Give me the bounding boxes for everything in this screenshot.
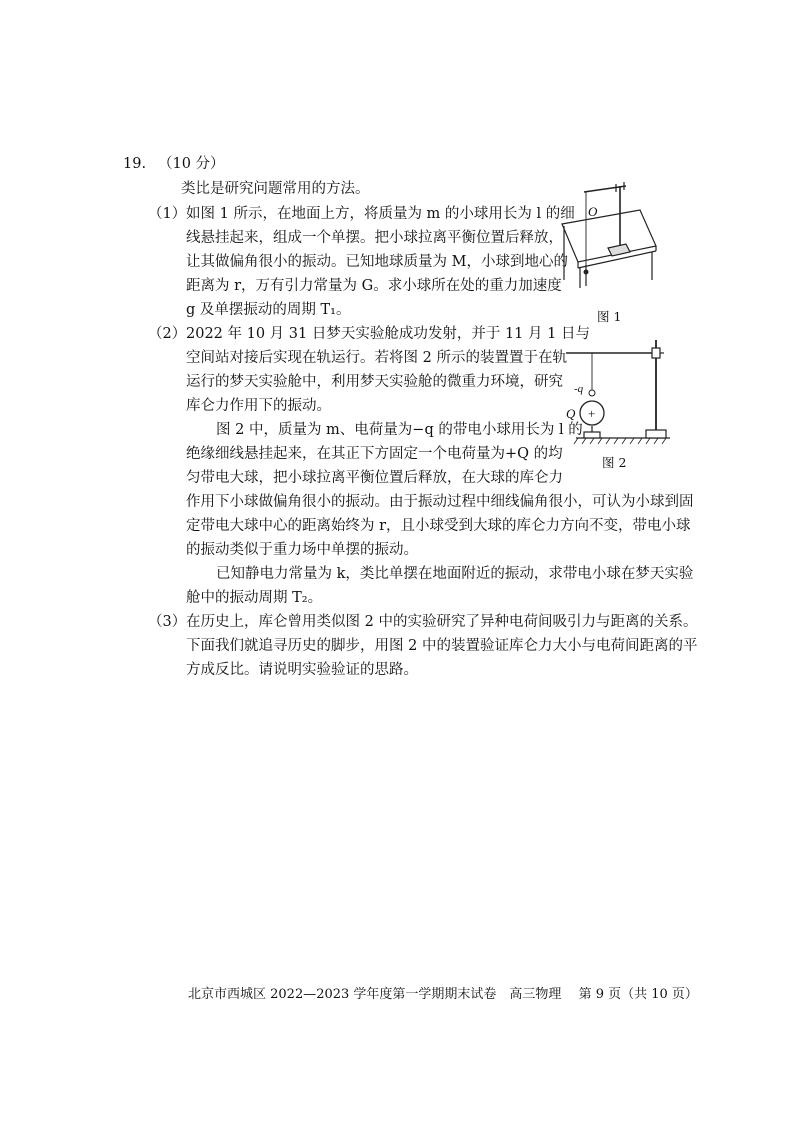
figure-2-caption: 图 2 — [602, 455, 627, 470]
small-ball — [589, 390, 595, 396]
part2-line: 2022 年 10 月 31 日梦天实验舱成功发射，并于 11 月 1 日与 — [186, 326, 590, 342]
part1-line: 距离为 r，万有引力常量为 G。求小球所在处的重力加速度 — [186, 278, 562, 294]
part2-line: 运行的梦天实验舱中，利用梦天实验舱的微重力环境，研究 — [186, 374, 563, 390]
question-points: （10 分） — [158, 156, 225, 172]
part2-line: 库仑力作用下的振动。 — [186, 398, 331, 414]
part2-para2-line: 的振动类似于重力场中单摆的振动。 — [186, 542, 418, 558]
part2-para2-line: 绝缘细线悬挂起来，在其正下方固定一个电荷量为+Q 的均 — [186, 446, 563, 462]
pendulum-bob — [584, 270, 589, 275]
question-number: 19. — [123, 156, 147, 172]
stand-base — [646, 430, 666, 438]
question-intro: 类比是研究问题常用的方法。 — [181, 181, 370, 197]
label-plus: + — [588, 406, 596, 421]
part2-para2-line: 作用下小球做偏角很小的振动。由于振动过程中细线偏角很小，可认为小球到固 — [186, 494, 694, 510]
label-O: O — [588, 204, 598, 219]
figure-1-pendulum-table — [556, 180, 660, 290]
part3-line: 下面我们就追寻历史的脚步，用图 2 中的装置验证库仑力大小与电荷间距离的平 — [186, 638, 698, 654]
part1-line: 让其做偏角很小的振动。已知地球质量为 M，小球到地心的 — [186, 254, 568, 270]
figure-2-charged-pendulum — [562, 334, 672, 446]
part2-para2-line: 匀带电大球，把小球拉离平衡位置后释放，在大球的库仑力 — [186, 470, 563, 486]
part1-line: 如图 1 所示，在地面上方，将质量为 m 的小球用长为 l 的细 — [186, 206, 575, 222]
part3-label: （3） — [148, 614, 187, 630]
part1-line: 线悬挂起来，组成一个单摆。把小球拉离平衡位置后释放， — [186, 230, 563, 246]
part2-para2-line: 图 2 中，质量为 m、电荷量为−q 的带电小球用长为 l 的 — [216, 422, 583, 438]
part3-line: 方成反比。请说明实验验证的思路。 — [186, 662, 418, 678]
page-footer: 北京市西城区 2022—2023 学年度第一学期期末试卷 高三物理 第 9 页（共 10 页） — [188, 987, 698, 1002]
ball-stand-base — [584, 432, 600, 438]
part2-para3-line: 已知静电力常量为 k，类比单摆在地面附近的振动，求带电小球在梦天实验 — [216, 566, 694, 582]
part2-para3-line: 舱中的振动周期 T₂。 — [186, 590, 323, 606]
part3-line: 在历史上，库仑曾用类似图 2 中的实验研究了异种电荷间吸引力与距离的关系。 — [186, 614, 698, 630]
part2-para2-line: 定带电大球中心的距离始终为 r，且小球受到大球的库仑力方向不变，带电小球 — [186, 518, 691, 534]
stand-clamp — [652, 348, 660, 358]
part2-line: 空间站对接后实现在轨运行。若将图 2 所示的装置置于在轨 — [186, 350, 567, 366]
label-Q: Q — [566, 406, 576, 421]
label-minus-q: -q — [574, 383, 584, 395]
part1-line: g 及单摆振动的周期 T₁。 — [186, 302, 351, 318]
part1-label: （1） — [148, 206, 187, 222]
figure-1-caption: 图 1 — [597, 309, 622, 324]
part2-label: （2） — [148, 326, 187, 342]
